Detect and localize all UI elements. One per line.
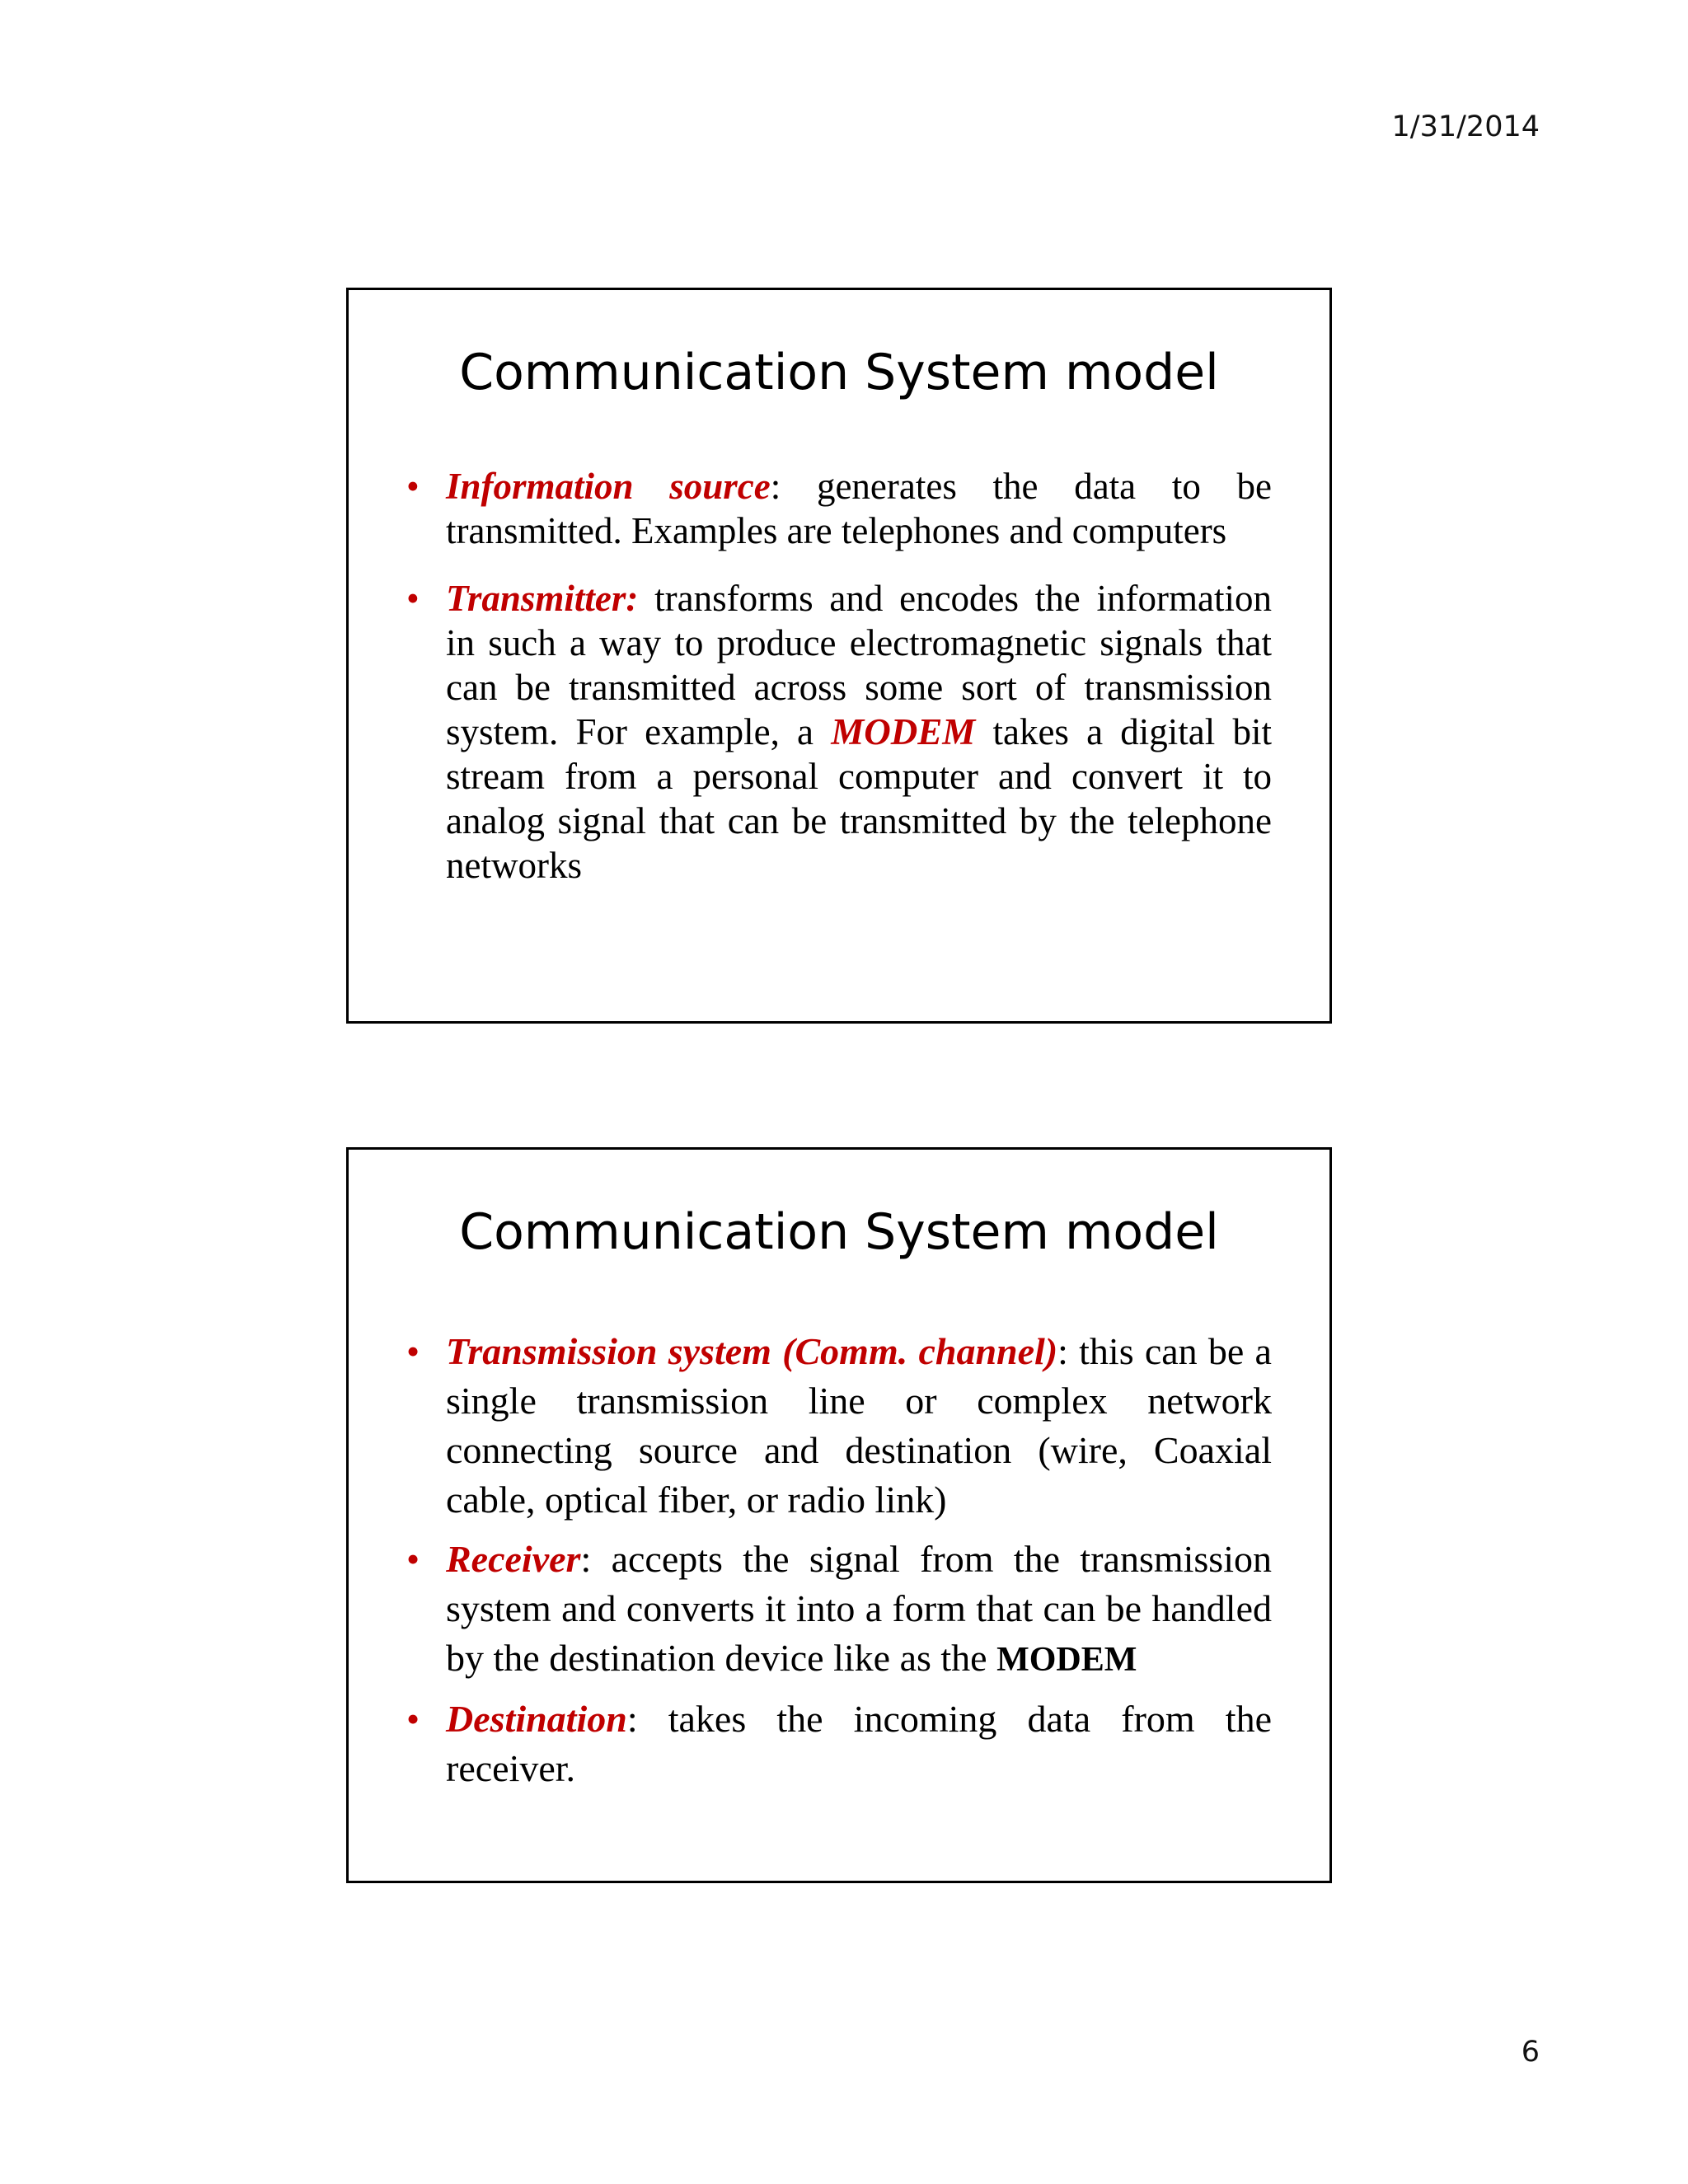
slide-2 [346, 1147, 1332, 1883]
slide-1 [346, 288, 1332, 1024]
description-transmitter-part-1: transforms and encodes the information in such a way to produce electromagnetic signals that can be transmitted across some sort of transmission system. For example, a [446, 578, 1272, 752]
bullet-icon: • [406, 466, 420, 507]
bullet-destination [406, 1694, 1272, 1793]
term-receiver: Receiver [446, 1538, 581, 1580]
bullet-transmission-system [406, 1327, 1272, 1525]
term-modem: MODEM [831, 711, 976, 752]
term-transmission-system: Transmission system (Comm. channel) [446, 1330, 1058, 1372]
slide-1-title: Communication System model [459, 344, 1219, 401]
term-destination: Destination [446, 1698, 627, 1740]
bullet-icon: • [406, 1698, 420, 1740]
term-transmitter: Transmitter: [446, 578, 639, 619]
slide-1-bullet-list [406, 464, 1272, 911]
term-information-source: Information source [446, 466, 771, 507]
page-date: 1/31/2014 [1391, 110, 1540, 143]
bullet-icon: • [406, 578, 420, 619]
description-information-source: : generates the data to be transmitted. Examples are telephones and computers [446, 466, 1272, 551]
page-number: 6 [1521, 2036, 1540, 2069]
slide-2-title: Communication System model [459, 1203, 1219, 1261]
description-transmitter-part-2: takes a digital bit stream from a personal computer and convert it to analog signal that can be transmitted by the telephone networks [446, 711, 1272, 886]
slide-2-bullet-list [406, 1327, 1272, 1803]
bullet-information-source [406, 464, 1272, 553]
description-receiver: : accepts the signal from the transmission system and converts it into a form that can be handled by the destination device like as the [446, 1538, 1272, 1679]
description-destination: : takes the incoming data from the receiver. [446, 1698, 1272, 1789]
bullet-icon: • [406, 1538, 420, 1580]
receiver-modem-label: MODEM [996, 1641, 1137, 1679]
bullet-icon: • [406, 1330, 420, 1372]
bullet-receiver [406, 1535, 1272, 1685]
description-transmission-system: : this can be a single transmission line or complex network connecting source and destination (wire, Coaxial cable, optical fiber, or radio link) [446, 1330, 1272, 1521]
bullet-transmitter [406, 576, 1272, 888]
